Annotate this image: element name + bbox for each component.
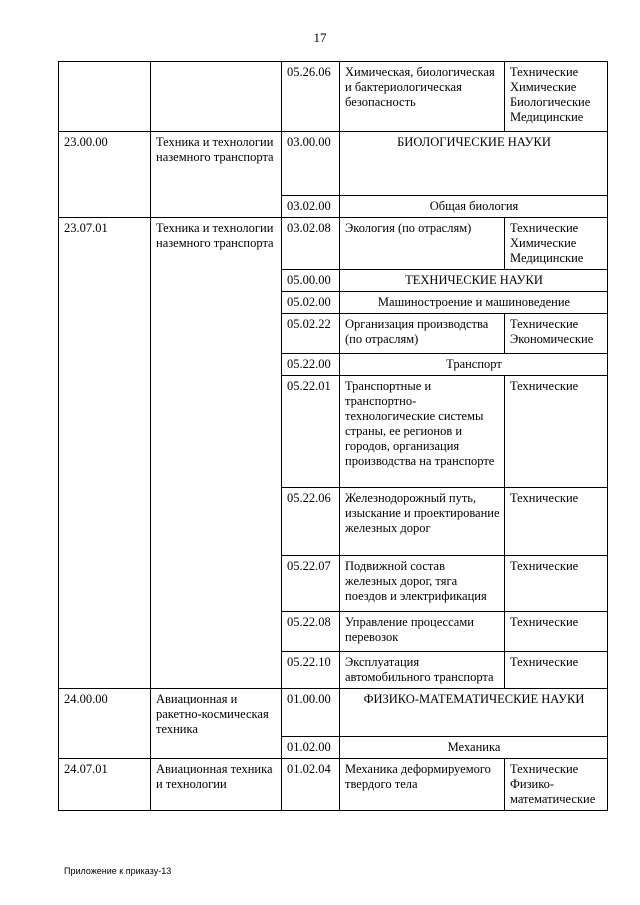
branches-cell: Технические Химические Медицинские bbox=[505, 218, 608, 270]
page-number: 17 bbox=[313, 30, 327, 45]
name-cell: Техника и технологии наземного транспорта bbox=[151, 218, 282, 689]
table-row bbox=[59, 218, 608, 270]
name-cell: Авиационная и ракетно-космическая техника bbox=[151, 689, 282, 759]
branches-cell: Технические bbox=[505, 488, 608, 556]
section-heading: ФИЗИКО-МАТЕМАТИЧЕСКИЕ НАУКИ bbox=[340, 689, 608, 737]
branches-cell: Технические Химические Биологические Медицинские bbox=[505, 62, 608, 132]
sci-name-cell: Организация производства (по отраслям) bbox=[340, 314, 505, 354]
sci-code-cell: 05.22.01 bbox=[282, 376, 340, 488]
footer-note: Приложение к приказу-13 bbox=[64, 866, 172, 876]
sci-code-cell: 03.02.08 bbox=[282, 218, 340, 270]
code-cell: 24.07.01 bbox=[59, 759, 151, 811]
sci-code-cell: 05.02.00 bbox=[282, 292, 340, 314]
sci-code-cell: 03.00.00 bbox=[282, 132, 340, 196]
specialties-table bbox=[58, 61, 608, 811]
branches-cell: Технические bbox=[505, 612, 608, 652]
sci-code-cell: 05.26.06 bbox=[282, 62, 340, 132]
sci-code-cell: 03.02.00 bbox=[282, 196, 340, 218]
subsection-heading: Механика bbox=[340, 737, 608, 759]
sci-name-cell: Подвижной состав железных дорог, тяга поездов и электрификация bbox=[340, 556, 505, 612]
code-cell: 24.00.00 bbox=[59, 689, 151, 759]
table-row bbox=[59, 132, 608, 196]
name-cell bbox=[151, 62, 282, 132]
branches-cell: Технические bbox=[505, 376, 608, 488]
code-cell bbox=[59, 62, 151, 132]
sci-code-cell: 01.02.00 bbox=[282, 737, 340, 759]
sci-code-cell: 05.22.08 bbox=[282, 612, 340, 652]
sci-code-cell: 01.02.04 bbox=[282, 759, 340, 811]
sci-code-cell: 05.00.00 bbox=[282, 270, 340, 292]
section-heading: БИОЛОГИЧЕСКИЕ НАУКИ bbox=[340, 132, 608, 196]
sci-code-cell: 05.02.22 bbox=[282, 314, 340, 354]
table-row bbox=[59, 689, 608, 737]
sci-name-cell: Транспортные и транспортно-технологические системы страны, ее регионов и городов, организация производства на транспорте bbox=[340, 376, 505, 488]
branches-cell: Технические Экономические bbox=[505, 314, 608, 354]
sci-name-cell: Механика деформируемого твердого тела bbox=[340, 759, 505, 811]
branches-cell: Технические bbox=[505, 652, 608, 689]
sci-name-cell: Экология (по отраслям) bbox=[340, 218, 505, 270]
branches-cell: Технические bbox=[505, 556, 608, 612]
code-cell: 23.00.00 bbox=[59, 132, 151, 218]
sci-name-cell: Управление процессами перевозок bbox=[340, 612, 505, 652]
branches-cell: Технические Физико-математические bbox=[505, 759, 608, 811]
subsection-heading: Машиностроение и машиноведение bbox=[340, 292, 608, 314]
section-heading: ТЕХНИЧЕСКИЕ НАУКИ bbox=[340, 270, 608, 292]
sci-code-cell: 05.22.10 bbox=[282, 652, 340, 689]
sci-name-cell: Железнодорожный путь, изыскание и проектирование железных дорог bbox=[340, 488, 505, 556]
sci-code-cell: 05.22.06 bbox=[282, 488, 340, 556]
subsection-heading: Транспорт bbox=[340, 354, 608, 376]
table-row bbox=[59, 62, 608, 132]
sci-code-cell: 05.22.00 bbox=[282, 354, 340, 376]
sci-code-cell: 01.00.00 bbox=[282, 689, 340, 737]
name-cell: Авиационная техника и технологии bbox=[151, 759, 282, 811]
sci-name-cell: Химическая, биологическая и бактериологическая безопасность bbox=[340, 62, 505, 132]
sci-name-cell: Эксплуатация автомобильного транспорта bbox=[340, 652, 505, 689]
subsection-heading: Общая биология bbox=[340, 196, 608, 218]
sci-code-cell: 05.22.07 bbox=[282, 556, 340, 612]
code-cell: 23.07.01 bbox=[59, 218, 151, 689]
name-cell: Техника и технологии наземного транспорта bbox=[151, 132, 282, 218]
table-row bbox=[59, 759, 608, 811]
